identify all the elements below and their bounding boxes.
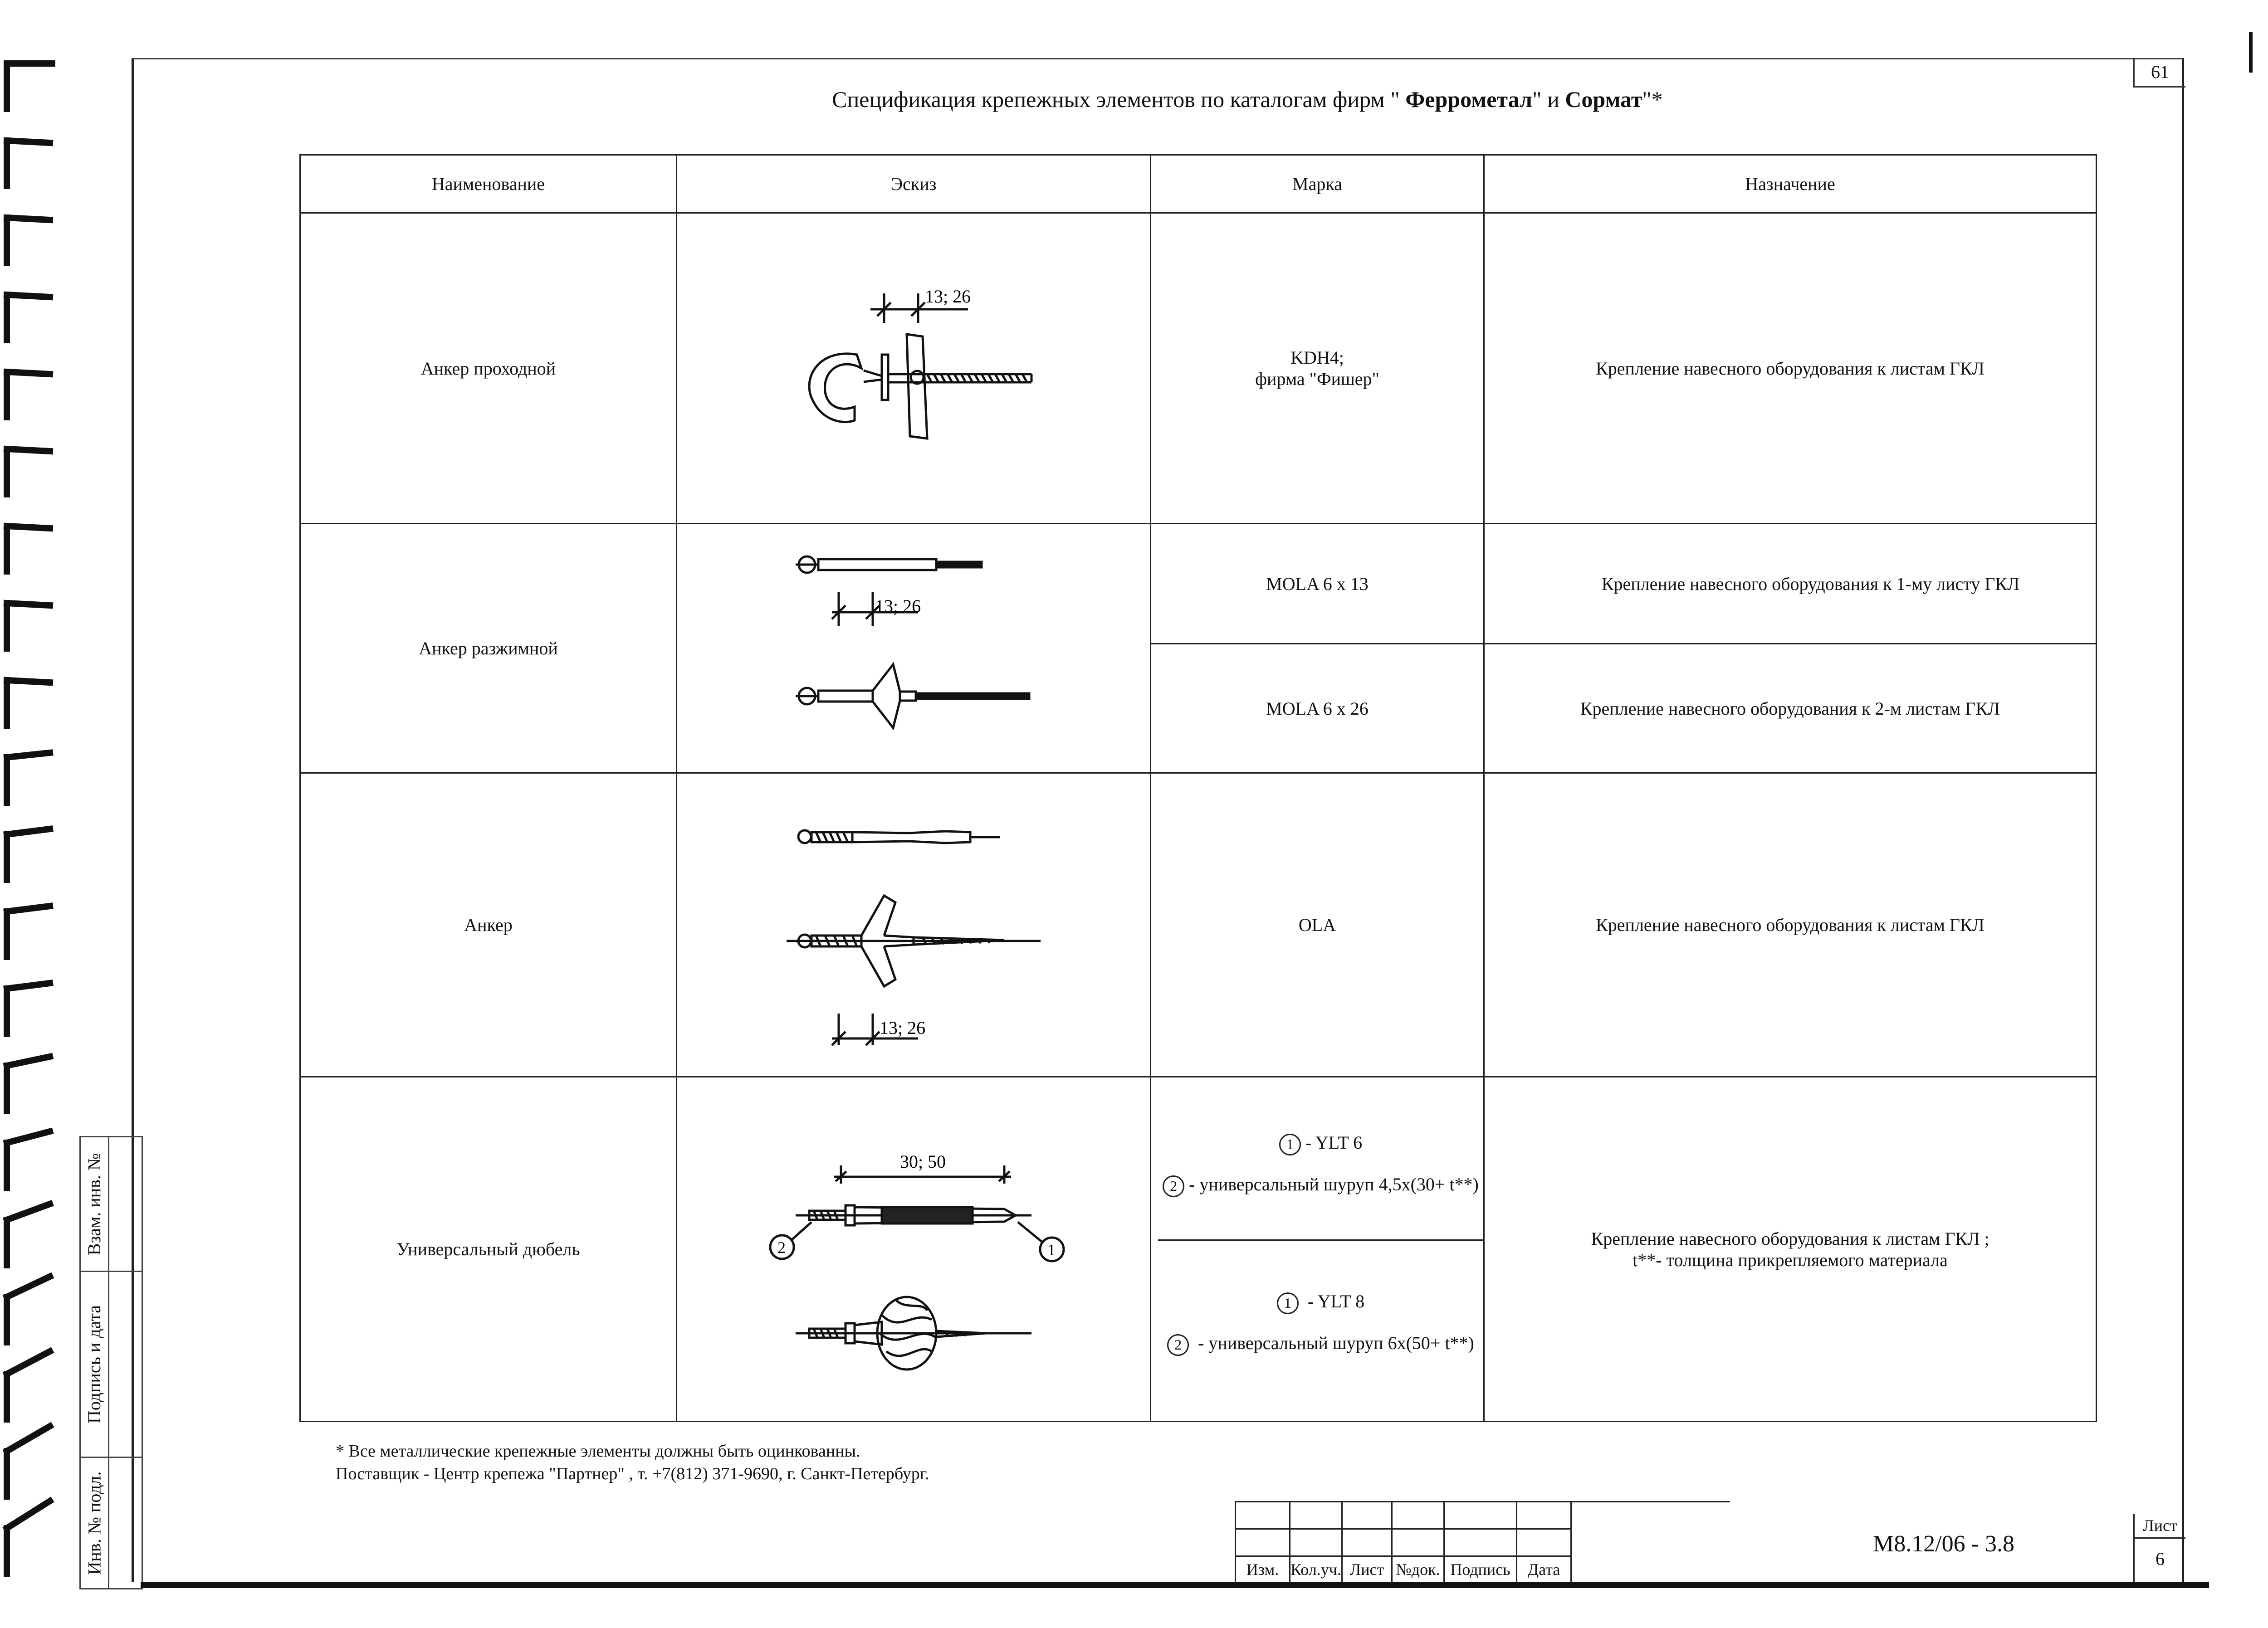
sketch-cell [677,773,1151,1077]
item-name: Анкер проходной [300,213,677,524]
mark-text: KDH4; [1290,347,1344,368]
supplier-line: Поставщик - Центр крепежа "Партнер" , т. +7(812) 371-9690, г. Санкт-Петербург. [336,1464,929,1483]
col-change: Изм. [1236,1556,1290,1583]
expansion-anchor-sketch [768,528,1059,764]
table-header [300,155,2097,213]
dimension-label: 13; 26 [875,595,921,616]
bottom-edge [141,1582,2209,1588]
anchor-ola-sketch [768,796,1059,1050]
sheet-box [2133,1514,2185,1582]
footnote [336,1440,929,1485]
purpose-cell [1484,1077,2097,1422]
mark-group-a [1158,1096,1483,1241]
callout-1: 1 [1047,1240,1056,1259]
purpose-text: Крепление навесного оборудования к 1-му листу ГКЛ [1484,524,2097,644]
callout-circle: 2 [1163,1175,1184,1197]
brand-ferrometal: Феррометал [1405,87,1533,112]
table-row [300,773,2097,1077]
page-number: 61 [2133,58,2185,88]
mark-text: OLA [1151,773,1484,1077]
side-stamp-replacement: Взам. инв. № [79,1136,143,1272]
dimension-label: 13; 26 [925,286,971,307]
purpose-text: Крепление навесного оборудования к 2-м листам ГКЛ [1484,644,2097,773]
table-row [300,524,2097,644]
binding-marks [0,50,64,1628]
col-date: Дата [1517,1556,1571,1583]
sketch-cell [677,524,1151,773]
mark-cell [1151,1077,1484,1422]
purpose-text: Крепление навесного оборудования к листам ГКЛ [1484,213,2097,524]
dimension-label: 30; 50 [900,1151,946,1172]
sheet-number: 6 [2156,1549,2165,1569]
side-stamp-inventory: Инв. № подл. [79,1458,143,1589]
mark-text: - YLT 8 [1303,1291,1365,1311]
col-sheet: Лист [1342,1556,1392,1583]
mark-group-b [1158,1259,1483,1403]
footnote-line: * Все металлические крепежные элементы должны быть оцинкованны. [336,1442,860,1461]
header-sketch: Эскиз [677,155,1151,213]
callout-circle: 1 [1277,1292,1299,1314]
universal-dowel-sketch [750,1120,1077,1374]
table-row [300,213,2097,524]
dimension-label: 13; 26 [880,1017,926,1038]
callout-circle: 2 [1167,1334,1189,1356]
purpose-text: Крепление навесного оборудования к листам ГКЛ [1484,773,2097,1077]
mark-text: MOLA 6 x 13 [1151,524,1484,644]
document-number: М8.12/06 - 3.8 [1873,1531,2014,1557]
sketch-cell [677,1077,1151,1422]
header-mark: Марка [1151,155,1484,213]
mark-cell [1151,213,1484,524]
callout-circle: 1 [1279,1134,1301,1155]
purpose-text: Крепление навесного оборудования к листам ГКЛ ; [1591,1228,1989,1249]
col-docno: №док. [1392,1556,1444,1583]
item-name: Универсальный дюбель [300,1077,677,1422]
sketch-cell [677,213,1151,524]
revision-table [1235,1501,1730,1583]
page-title: Спецификация крепежных элементов по каталогам фирм " Феррометал" и Сормат"* [832,87,1663,112]
side-stamp-signature: Подпись и дата [79,1272,143,1458]
col-signature: Подпись [1444,1556,1517,1583]
sheet-label: Лист [2135,1514,2185,1539]
toggle-anchor-sketch [768,257,1059,475]
mark-text: фирма "Фишер" [1255,369,1379,389]
table-row [300,1077,2097,1422]
item-name: Анкер [300,773,677,1077]
header-purpose: Назначение [1484,155,2097,213]
col-qty: Кол.уч. [1290,1556,1342,1583]
mark-text: - универсальный шуруп 6x(50+ t**) [1193,1332,1474,1353]
item-name: Анкер разжимной [300,524,677,773]
purpose-note: t**- толщина прикрепляемого материала [1633,1249,1948,1270]
mark-text: - универсальный шуруп 4,5x(30+ t**) [1189,1174,1479,1194]
callout-2: 2 [777,1238,786,1257]
mark-text: MOLA 6 x 26 [1151,644,1484,773]
header-name: Наименование [300,155,677,213]
edge-mark [2249,32,2253,73]
mark-text: - YLT 6 [1305,1132,1363,1153]
brand-sormat: Сормат [1565,87,1642,112]
spec-table [299,154,2097,1422]
